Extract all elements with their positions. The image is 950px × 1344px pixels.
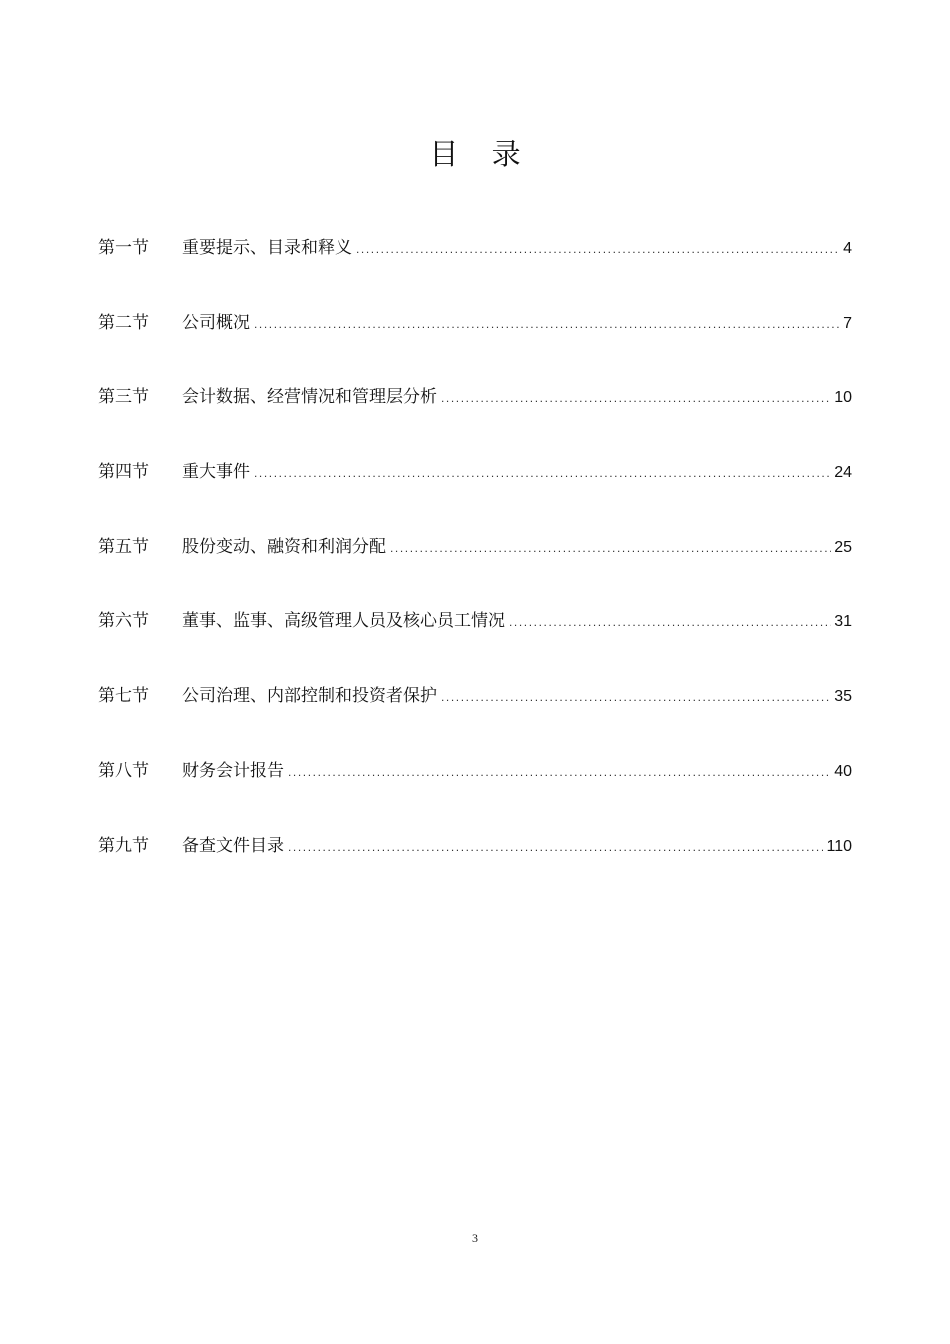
toc-dot-leader xyxy=(288,840,823,854)
toc-section-label: 第七节 xyxy=(98,686,149,707)
toc-entry-7[interactable] xyxy=(98,681,852,756)
toc-title: 重大事件 xyxy=(182,462,250,483)
toc-page-number: 40 xyxy=(834,762,852,780)
toc-page-number: 35 xyxy=(834,688,852,706)
toc-section-label: 第三节 xyxy=(98,387,149,408)
toc-entry-9[interactable] xyxy=(98,831,852,906)
toc-dot-leader xyxy=(509,615,831,629)
page-title: 目 录 xyxy=(429,137,533,171)
toc-dot-leader xyxy=(441,690,831,704)
table-of-contents xyxy=(98,233,852,905)
toc-entry-5[interactable] xyxy=(98,532,852,607)
toc-title: 财务会计报告 xyxy=(182,760,284,781)
toc-page-number: 10 xyxy=(834,389,852,407)
toc-page-number: 31 xyxy=(834,613,852,631)
toc-title: 董事、监事、高级管理人员及核心员工情况 xyxy=(182,611,505,632)
toc-title: 公司概况 xyxy=(182,312,250,333)
toc-entry-2[interactable] xyxy=(98,308,852,383)
toc-dot-leader xyxy=(441,391,831,405)
toc-page-number: 7 xyxy=(843,314,852,332)
toc-section-label: 第八节 xyxy=(98,760,149,781)
toc-entry-6[interactable] xyxy=(98,606,852,681)
toc-dot-leader xyxy=(254,317,840,331)
toc-section-label: 第五节 xyxy=(98,536,149,557)
toc-entry-8[interactable] xyxy=(98,756,852,831)
toc-title: 股份变动、融资和利润分配 xyxy=(182,536,386,557)
toc-section-label: 第四节 xyxy=(98,462,149,483)
toc-page-number: 110 xyxy=(826,837,852,855)
toc-dot-leader xyxy=(390,541,831,555)
toc-dot-leader xyxy=(288,765,831,779)
toc-page-number: 4 xyxy=(843,240,852,257)
toc-entry-3[interactable] xyxy=(98,382,852,457)
toc-title: 会计数据、经营情况和管理层分析 xyxy=(182,387,437,408)
toc-dot-leader xyxy=(254,466,831,480)
toc-title: 备查文件目录 xyxy=(182,835,284,856)
page-number: 3 xyxy=(472,1231,478,1245)
toc-page-number: 24 xyxy=(834,464,852,482)
toc-section-label: 第二节 xyxy=(98,312,149,333)
toc-dot-leader xyxy=(356,242,840,256)
toc-entry-4[interactable] xyxy=(98,457,852,532)
toc-section-label: 第九节 xyxy=(98,835,149,856)
toc-page-number: 25 xyxy=(834,538,852,556)
toc-title: 公司治理、内部控制和投资者保护 xyxy=(182,686,437,707)
toc-section-label: 第一节 xyxy=(98,238,149,258)
toc-section-label: 第六节 xyxy=(98,611,149,632)
toc-entry-1[interactable] xyxy=(98,233,852,308)
toc-title: 重要提示、目录和释义 xyxy=(182,238,352,258)
